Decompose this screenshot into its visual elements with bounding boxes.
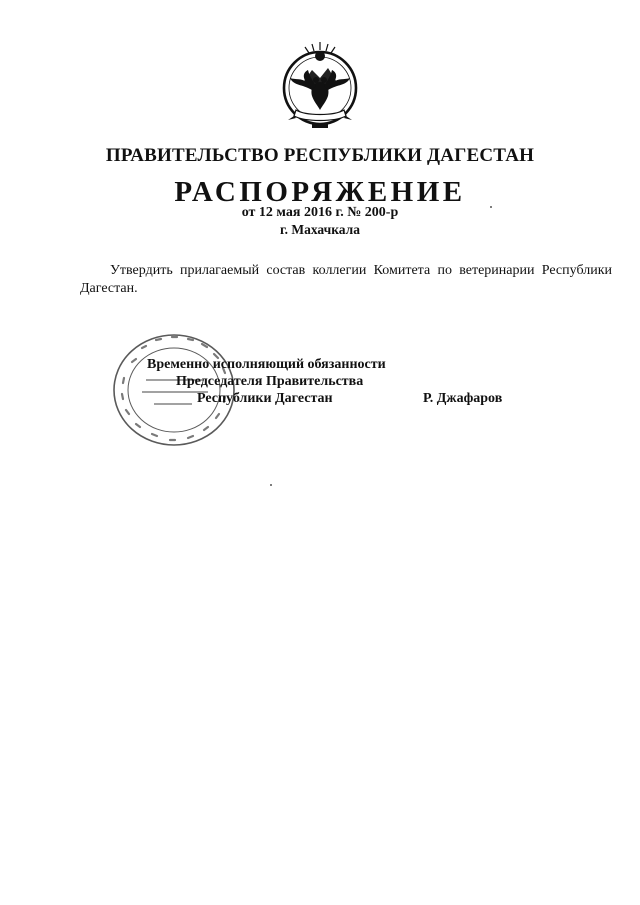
signature-position-line1: Временно исполняющий обязанности [147,357,386,372]
body-paragraph: Утвердить прилагаемый состав коллегии Комитета по ветеринарии Республики Дагестан. [80,263,612,296]
official-stamp [112,332,240,448]
signature-position-line2: Председателя Правительства [176,374,364,389]
government-title: ПРАВИТЕЛЬСТВО РЕСПУБЛИКИ ДАГЕСТАН [105,145,535,166]
coat-of-arms-emblem [272,38,368,134]
signer-name: Р. Джафаров [423,391,503,406]
document-type-heading: РАСПОРЯЖЕНИЕ [174,176,466,208]
scan-speck [490,206,492,208]
signature-position-line3: Республики Дагестан [197,391,333,406]
document-date-number: от 12 мая 2016 г. № 200-р [241,205,399,220]
document-city: г. Махачкала [279,222,360,237]
scan-speck [270,484,272,486]
